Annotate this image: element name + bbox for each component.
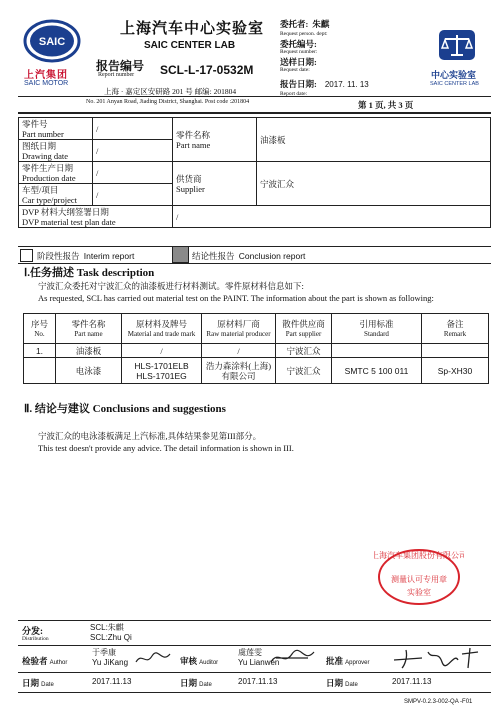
drawing-date-value: / xyxy=(93,140,173,162)
header-divider-1 xyxy=(18,96,491,97)
tester-name-cn: 于季康 xyxy=(92,648,116,657)
distribution-label: 分发: xyxy=(22,626,43,636)
material-table-header xyxy=(24,314,489,344)
part-info-table xyxy=(18,117,491,228)
row2-material: HLS-1701ELB HLS-1701EG xyxy=(122,358,202,384)
footer-divider-3 xyxy=(18,672,491,673)
form-code: SMPV-0.2.3-002-QA -F01 xyxy=(404,699,473,705)
approver-label: 批准 Approver xyxy=(326,656,370,666)
requester-value: 朱麒 xyxy=(312,19,330,29)
row2-remark: Sp-XH30 xyxy=(422,358,489,384)
row1-no: 1. xyxy=(24,344,56,358)
date-label-1: 日期 Date xyxy=(22,678,54,688)
report-date-label: 报告日期: xyxy=(280,79,317,89)
interim-report-checkbox[interactable] xyxy=(20,249,33,262)
page-info: 第 1 页, 共 3 页 xyxy=(358,100,414,110)
saic-badge-icon xyxy=(22,18,82,64)
part-name-value: 油漆板 xyxy=(257,118,491,162)
table-row xyxy=(24,344,489,358)
auditor-label: 审核 Auditor xyxy=(180,656,219,666)
lab-title-cn: 上海汽车中心实验室 xyxy=(120,21,265,37)
center-lab-logo-en: SAIC CENTER LAB xyxy=(430,81,479,87)
report-date-label-en: Report date: xyxy=(280,91,308,97)
part-name-label: 零件名称 Part name xyxy=(173,118,257,162)
row1-remark xyxy=(422,344,489,358)
svg-text:实验室: 实验室 xyxy=(407,588,431,597)
car-type-value: / xyxy=(93,184,173,206)
conclusion-report-checkbox[interactable] xyxy=(172,246,189,263)
saic-group-name: 上汽集团 xyxy=(24,70,68,81)
row1-supplier: 宁波汇众 xyxy=(276,344,332,358)
supplier-value: 宁波汇众 xyxy=(257,162,491,206)
supplier-label: 供货商 Supplier xyxy=(173,162,257,206)
row2-producer: 浩力森涂料(上海)有限公司 xyxy=(202,358,276,384)
svg-text:上海汽车集团股份有限公司: 上海汽车集团股份有限公司 xyxy=(374,551,464,560)
distribution-2: SCL:Zhu Qi xyxy=(90,633,132,642)
col-material: 原材料及牌号 Material and trade mark xyxy=(122,314,202,344)
col-producer: 原材料厂商 Raw material producer xyxy=(202,314,276,344)
footer-divider-1 xyxy=(18,620,491,621)
section1-text-en: As requested, SCL has carried out material test on the PAINT. The information about the part is shown as following: xyxy=(38,293,434,303)
report-number-label-en: Report number xyxy=(98,72,135,78)
row2-supplier: 宁波汇众 xyxy=(276,358,332,384)
request-number-label-en: Request number: xyxy=(280,49,318,55)
date-label-3: 日期 Date xyxy=(326,678,358,688)
production-date-label: 零件生产日期 Production date xyxy=(19,162,93,184)
approver-signature-icon xyxy=(392,644,482,672)
header-divider-2 xyxy=(18,112,491,114)
svg-text:测量认可专用章: 测量认可专用章 xyxy=(391,575,447,584)
col-remark: 备注 Remark xyxy=(422,314,489,344)
tester-label: 检验者 Author xyxy=(22,656,68,666)
row1-standard xyxy=(332,344,422,358)
row1-material: / xyxy=(122,344,202,358)
row2-part: 电泳漆 xyxy=(56,358,122,384)
interim-report-label: 阶段性报告 Interim report xyxy=(37,251,135,261)
requester-label: 委托者: xyxy=(280,19,309,29)
section2-text-cn: 宁波汇众的电泳漆板满足上汽标准,具体结果参见第III部分。 xyxy=(38,431,262,441)
car-type-label: 车型/项目 Car type/project xyxy=(19,184,93,206)
scales-icon xyxy=(435,28,479,68)
row2-no xyxy=(24,358,56,384)
col-part-name: 零件名称 Part name xyxy=(56,314,122,344)
table-row xyxy=(24,358,489,384)
address-cn: 上海 · 嘉定区安研路 201 号 邮编: 201804 xyxy=(104,87,237,96)
requester-label-en: Request person. dept: xyxy=(280,31,328,37)
receive-date-label-en: Request date: xyxy=(280,67,310,73)
dvp-value: / xyxy=(173,206,491,228)
auditor-name-en: Yu Lianwen xyxy=(238,658,280,667)
date-label-2: 日期 Date xyxy=(180,678,212,688)
address-en: No. 201 Anyan Road, Jiading District, Shanghai. Post code :201804 xyxy=(86,99,250,105)
report-number-label: 报告编号 xyxy=(96,59,145,73)
auditor-date: 2017.11.13 xyxy=(238,677,278,686)
part-number-value: / xyxy=(93,118,173,140)
drawing-date-label: 图纸日期 Drawing date xyxy=(19,140,93,162)
material-table xyxy=(23,313,489,384)
saic-logo xyxy=(22,18,82,92)
tester-signature-icon xyxy=(134,648,174,670)
auditor-name-cn: 虞莲雯 xyxy=(238,648,262,657)
report-date-value: 2017. 11. 13 xyxy=(324,80,369,89)
row1-producer: / xyxy=(202,344,276,358)
tester-date: 2017.11.13 xyxy=(92,677,132,686)
section1-title: Ⅰ.任务描述 Task description xyxy=(24,267,155,279)
svg-text:SAIC: SAIC xyxy=(38,36,66,48)
tester-name-en: Yu JiKang xyxy=(92,658,129,667)
dvp-label: DVP 材料大纲签署日期 DVP material test plan date xyxy=(19,206,173,228)
receive-date-label: 送样日期: xyxy=(280,57,317,67)
official-stamp xyxy=(374,544,464,608)
row1-part: 油漆板 xyxy=(56,344,122,358)
col-no: 序号 No. xyxy=(24,314,56,344)
center-lab-logo xyxy=(424,28,490,96)
saic-motor-name: SAIC MOTOR xyxy=(24,80,69,87)
row2-standard: SMTC 5 100 011 xyxy=(332,358,422,384)
col-supplier: 散件供应商 Part supplier xyxy=(276,314,332,344)
production-date-value: / xyxy=(93,162,173,184)
distribution-1: SCL:朱麒 xyxy=(90,623,124,632)
footer-divider-4 xyxy=(18,692,491,693)
auditor-signature-icon xyxy=(268,646,318,670)
section2-text-en: This test doesn't provide any advice. The detail information is shown in III. xyxy=(38,443,294,453)
report-type-divider xyxy=(18,246,491,247)
report-number: SCL-L-17-0532M xyxy=(160,63,254,77)
conclusion-report-label: 结论性报告 Conclusion report xyxy=(192,251,306,261)
section2-title: Ⅱ. 结论与建议 Conclusions and suggestions xyxy=(24,403,226,415)
part-number-label: 零件号 Part number xyxy=(19,118,93,140)
request-number-label: 委托编号: xyxy=(280,39,317,49)
request-info xyxy=(280,14,400,97)
section1-text-cn: 宁波汇众委托对宁波汇众的油漆板进行材料测试。零件原材料信息如下: xyxy=(38,281,304,291)
distribution-label-en: Distribution xyxy=(22,636,49,642)
col-standard: 引用标准 Standard xyxy=(332,314,422,344)
lab-title-en: SAIC CENTER LAB xyxy=(144,40,236,51)
center-lab-logo-cn: 中心实验室 xyxy=(431,70,477,80)
approver-date: 2017.11.13 xyxy=(392,677,432,686)
